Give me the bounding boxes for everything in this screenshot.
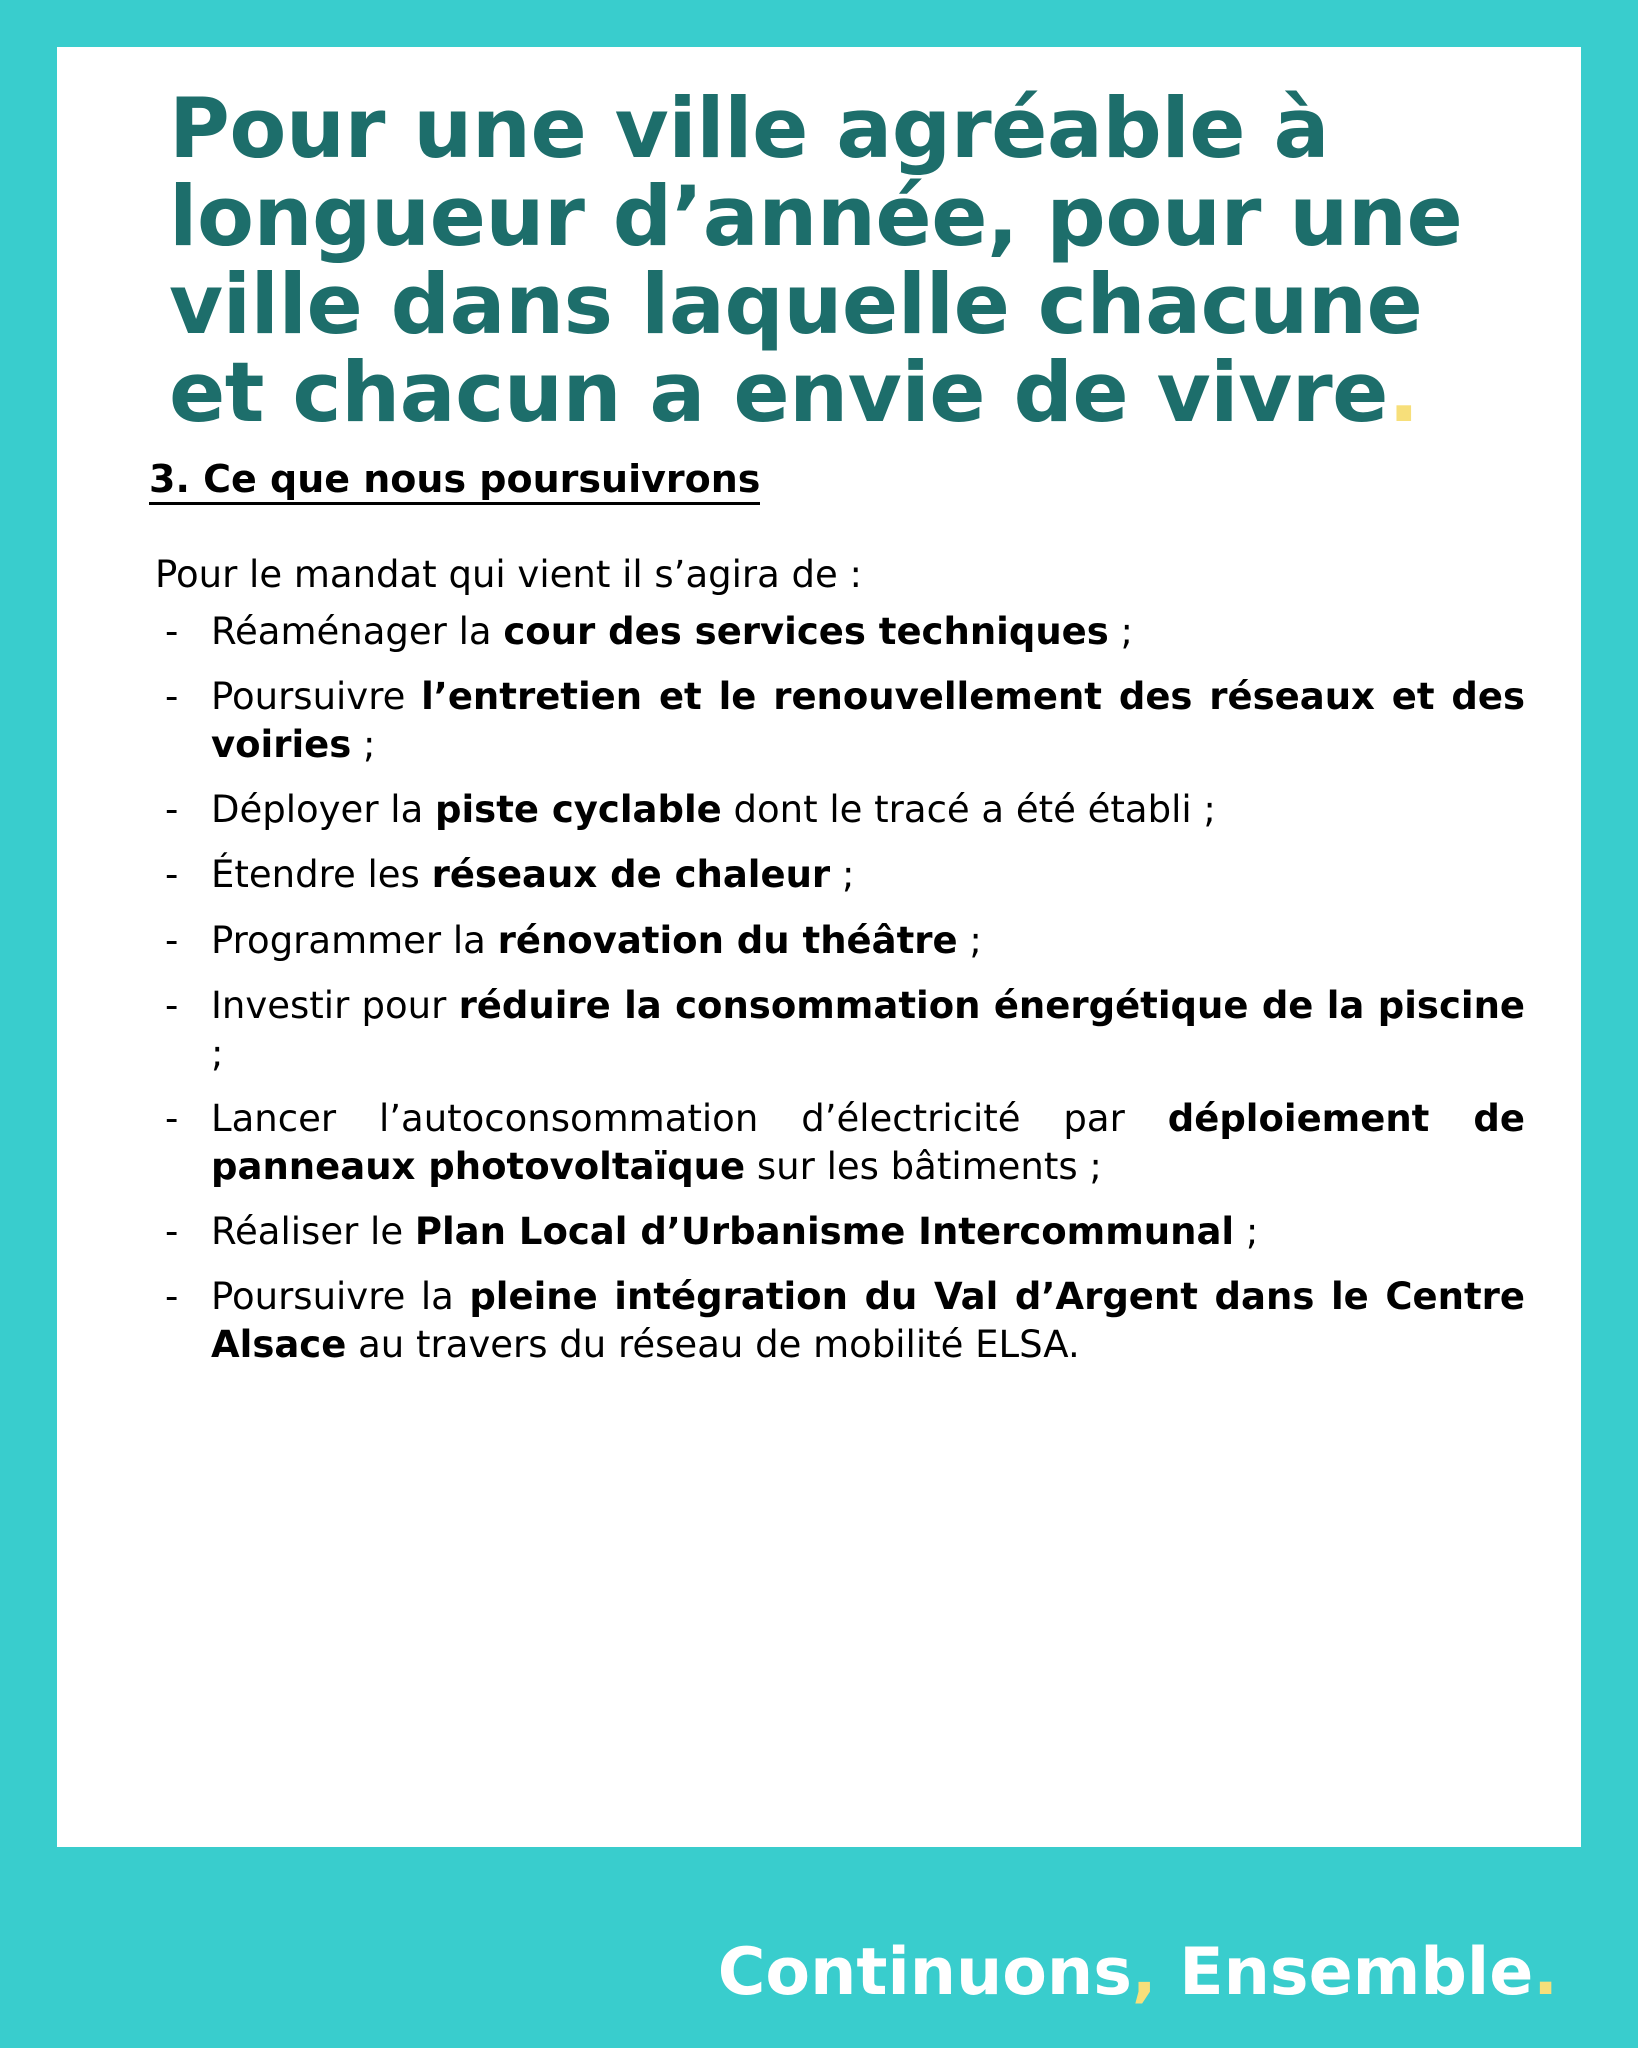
slogan-word-continuons: Continuons (717, 1935, 1132, 2010)
bullet-text: Étendre les (211, 853, 432, 897)
bullet-text: ; (1234, 1209, 1259, 1253)
bullet-text: dont le tracé a été établi ; (721, 788, 1216, 832)
campaign-slogan (718, 1935, 1558, 2010)
bullet-dash-marker: - (165, 675, 179, 719)
bullet-emphasis-text: piste cyclable (435, 788, 722, 832)
bullet-emphasis-text: Plan Local d’Urbanisme Intercommunal (414, 1209, 1235, 1253)
slogan-accent-comma: , (1131, 1935, 1157, 2010)
bullet-dash-marker: - (165, 918, 179, 962)
list-item (155, 982, 1525, 1078)
lead-paragraph: Pour le mandat qui vient il s’agira de : (155, 552, 863, 596)
bullet-text: Poursuivre (211, 675, 422, 719)
page-title (169, 80, 1539, 441)
bullet-dash-marker: - (165, 1209, 179, 1253)
content-card (57, 47, 1581, 1847)
slogan-accent-dot: . (1533, 1935, 1558, 2010)
list-item (155, 917, 1525, 965)
bullet-text: Réaliser le (211, 1209, 415, 1253)
bullet-text: ; (957, 918, 982, 962)
bullet-emphasis-text: l’entretien et le renouvellement des réseaux et des voiries (211, 675, 1525, 767)
bullet-emphasis-text: réseaux de chaleur (431, 853, 831, 897)
section-heading-wrap (113, 437, 1525, 505)
page-title-text: Pour une ville agréable à longueur d’année, pour une ville dans laquelle chacune et chacun a envie de vivre (169, 80, 1463, 441)
slogan-word-ensemble: Ensemble (1156, 1935, 1534, 2010)
bullet-emphasis-text: cour des services techniques (503, 610, 1109, 654)
bullet-dash-marker: - (165, 853, 179, 897)
commitments-list (155, 608, 1525, 1369)
bullet-text: ; (351, 723, 376, 767)
bullet-text: ; (830, 853, 855, 897)
bullet-emphasis-text: pleine intégration du Val d’Argent dans le Centre Alsace (211, 1275, 1525, 1367)
footer-band (0, 1848, 1638, 2048)
bullet-emphasis-text: réduire la consommation énergétique de la piscine (458, 983, 1525, 1027)
list-item (155, 1208, 1525, 1256)
list-item (155, 851, 1525, 899)
list-item (155, 673, 1525, 769)
bullet-dash-marker: - (165, 983, 179, 1027)
bullet-text: Poursuivre la (211, 1275, 470, 1319)
bullet-text: ; (1108, 610, 1134, 654)
bullet-emphasis-text: déploiement de panneaux photovoltaïque (211, 1096, 1525, 1188)
body-area (155, 551, 1525, 1370)
bullet-dash-marker: - (165, 1275, 179, 1319)
bullet-text: Lancer l’autoconsommation d’électricité par (211, 1096, 1168, 1140)
bullet-text: Investir pour (211, 983, 459, 1027)
list-item (155, 608, 1525, 656)
bullet-text: Programmer la (211, 918, 498, 962)
bullet-text: Déployer la (211, 788, 436, 832)
list-item (155, 786, 1525, 834)
bullet-text: ; (211, 1031, 224, 1075)
bullet-dash-marker: - (165, 610, 179, 654)
bullet-text: au travers du réseau de mobilité ELSA. (346, 1323, 1080, 1367)
list-item (155, 1273, 1525, 1369)
title-accent-dot: . (1387, 343, 1419, 441)
bullet-dash-marker: - (165, 1096, 179, 1140)
bullet-text: sur les bâtiments ; (745, 1144, 1102, 1188)
bullet-dash-marker: - (165, 788, 179, 832)
bullet-text: Réaménager la (211, 610, 504, 654)
list-item (155, 1095, 1525, 1191)
bullet-emphasis-text: rénovation du théâtre (497, 918, 958, 962)
section-heading: 3. Ce que nous poursuivrons (149, 459, 760, 505)
